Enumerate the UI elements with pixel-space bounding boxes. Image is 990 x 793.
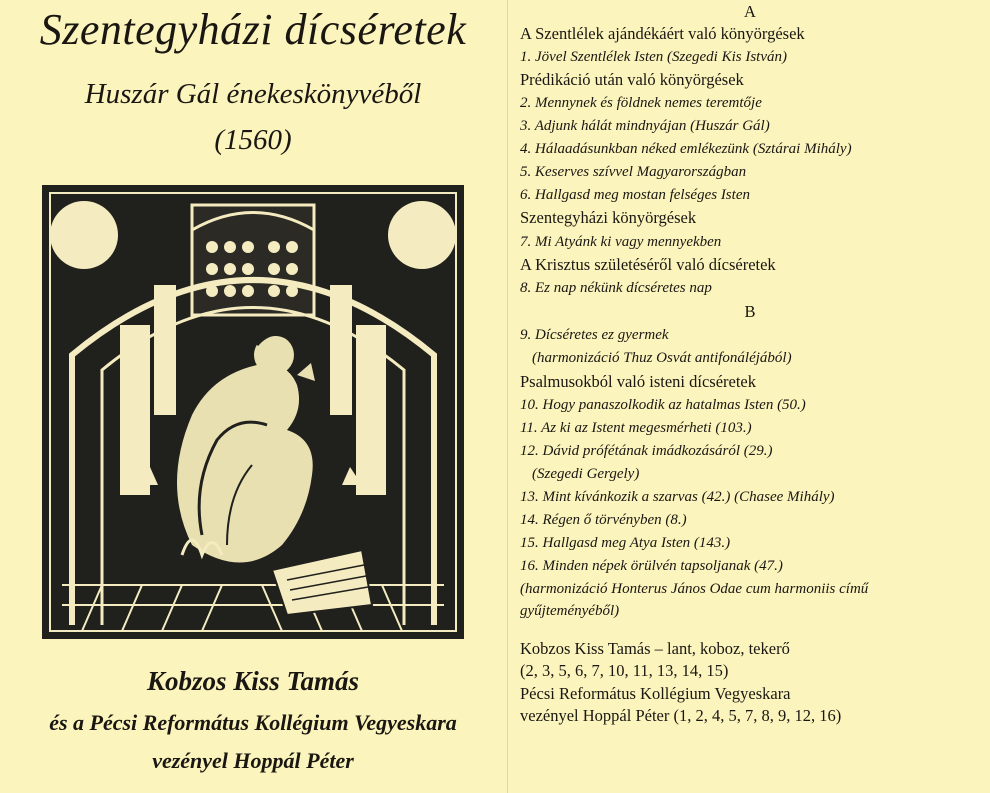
track-line: 3. Adjunk hálát mindnyájan (Huszár Gál)	[520, 118, 770, 134]
section-heading: A Krisztus születéséről való dícséretek	[520, 255, 776, 274]
album-year: (1560)	[214, 124, 292, 156]
section-heading: Psalmusokból való isteni dícséretek	[520, 372, 757, 391]
track-line: 7. Mi Atyánk ki vagy mennyekben	[520, 234, 722, 250]
section-heading: Kobzos Kiss Tamás – lant, koboz, tekerő	[520, 639, 790, 658]
section-heading: (2, 3, 5, 6, 7, 10, 11, 13, 14, 15)	[520, 661, 729, 680]
woodcut-illustration	[42, 185, 464, 639]
track-line: 9. Dícséretes ez gyermek	[520, 327, 669, 343]
section-letter: B	[744, 302, 756, 321]
section-heading: A Szentlélek ajándékáért való könyörgések	[520, 24, 805, 43]
track-line: (harmonizáció Thuz Osvát antifonáléjából)	[532, 350, 792, 366]
panel-divider	[507, 0, 508, 793]
track-line: 12. Dávid prófétának imádkozásáról (29.)	[520, 443, 773, 459]
track-line: 6. Hallgasd meg mostan felséges Isten	[520, 187, 750, 203]
album-title: Szentegyházi dícséretek	[39, 5, 467, 54]
tracklist-panel	[520, 0, 985, 793]
track-line: 5. Keserves szívvel Magyarországban	[520, 164, 747, 180]
track-line: gyűjteményéből)	[520, 603, 620, 619]
track-line: 11. Az ki az Istent megesmérheti (103.)	[520, 420, 752, 436]
credit-choir: és a Pécsi Református Kollégium Vegyeskara	[49, 710, 457, 735]
track-line: 1. Jövel Szentlélek Isten (Szegedi Kis István)	[520, 49, 787, 65]
section-heading: vezényel Hoppál Péter (1, 2, 4, 5, 7, 8, 9, 12, 16)	[520, 706, 842, 725]
track-line: 14. Régen ő törvényben (8.)	[520, 512, 687, 528]
track-line: 8. Ez nap nékünk dícséretes nap	[520, 280, 712, 296]
track-line: 2. Mennynek és földnek nemes teremtője	[520, 95, 762, 111]
album-subtitle: Huszár Gál énekeskönyvéből	[84, 78, 422, 110]
track-line: 13. Mint kívánkozik a szarvas (42.) (Chasee Mihály)	[520, 489, 835, 505]
section-heading: Pécsi Református Kollégium Vegyeskara	[520, 684, 791, 703]
section-heading: Szentegyházi könyörgések	[520, 208, 697, 227]
track-line: (harmonizáció Honterus János Odae cum harmoniis című	[520, 581, 869, 597]
track-line: 10. Hogy panaszolkodik az hatalmas Isten (50.)	[520, 397, 806, 413]
credit-conductor: vezényel Hoppál Péter	[152, 748, 354, 773]
track-line: 16. Minden népek örülvén tapsoljanak (47.)	[520, 558, 783, 574]
track-line: (Szegedi Gergely)	[532, 466, 640, 482]
section-heading: Prédikáció után való könyörgések	[520, 70, 744, 89]
credit-performer: Kobzos Kiss Tamás	[146, 666, 360, 696]
track-line: 15. Hallgasd meg Atya Isten (143.)	[520, 535, 731, 551]
track-line: 4. Hálaadásunkban néked emlékezünk (Sztárai Mihály)	[520, 141, 852, 157]
section-letter: A	[744, 2, 756, 21]
